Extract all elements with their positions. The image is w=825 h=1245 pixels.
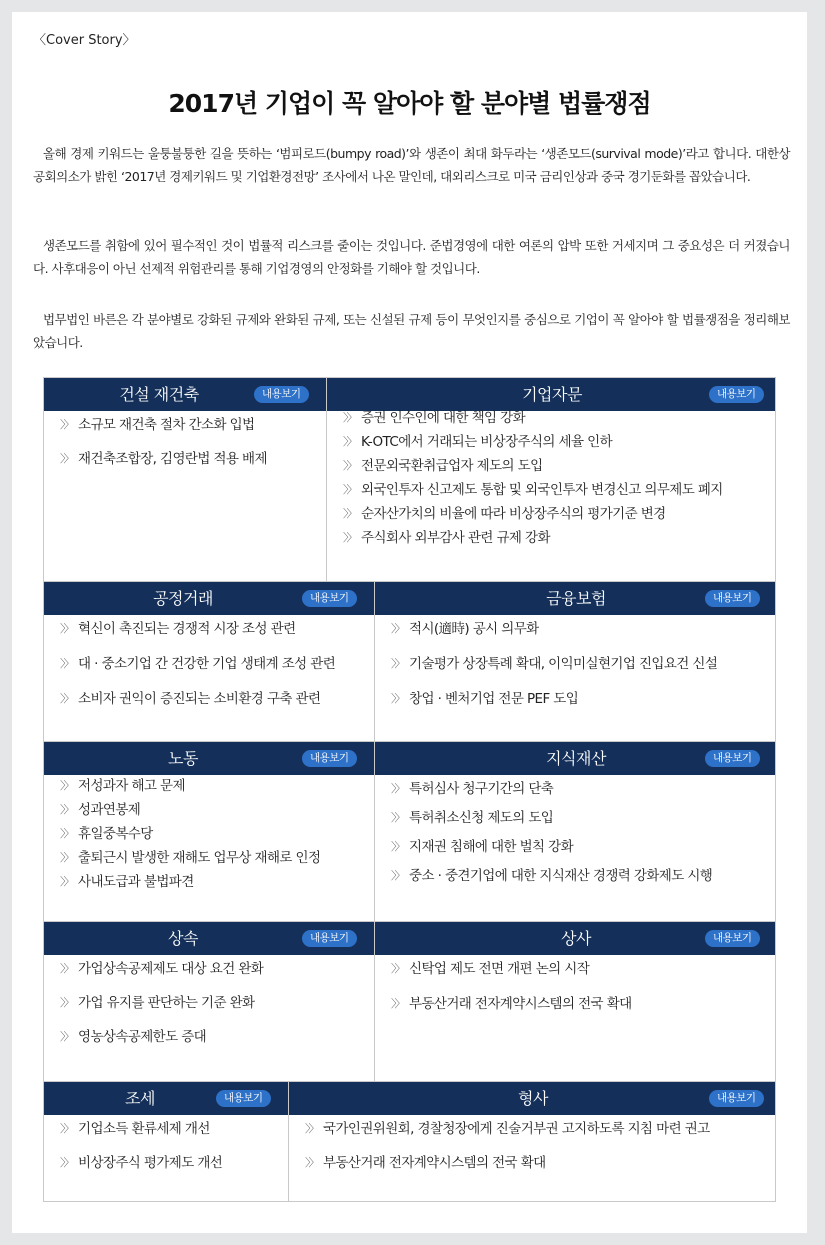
list-item bbox=[60, 415, 267, 449]
section-title: 상속 bbox=[168, 929, 198, 948]
double-chevron-icon: 〉〉 bbox=[60, 452, 73, 465]
double-chevron-icon: 〉〉 bbox=[391, 692, 404, 705]
section-item-list bbox=[305, 1119, 710, 1187]
double-chevron-icon: 〉〉 bbox=[60, 1030, 73, 1043]
double-chevron-icon: 〉〉 bbox=[391, 782, 404, 795]
list-item bbox=[391, 837, 712, 866]
list-item bbox=[343, 432, 723, 456]
list-item bbox=[391, 779, 712, 808]
view-more-button[interactable]: 내용보기 bbox=[302, 750, 357, 767]
double-chevron-icon: 〉〉 bbox=[60, 827, 73, 840]
section-card bbox=[43, 377, 327, 582]
list-item bbox=[60, 959, 263, 993]
section-item-list bbox=[60, 1119, 222, 1187]
section-card bbox=[43, 1081, 289, 1202]
list-item bbox=[391, 959, 632, 994]
section-header bbox=[327, 378, 775, 411]
section-item-list bbox=[391, 779, 712, 895]
section-row bbox=[43, 1081, 776, 1201]
view-more-button[interactable]: 내용보기 bbox=[709, 1090, 764, 1107]
list-item bbox=[391, 654, 717, 689]
list-item-text: K-OTC에서 거래되는 비상장주식의 세율 인하 bbox=[361, 434, 613, 450]
section-row bbox=[43, 581, 776, 741]
list-item-text: 가업 유지를 판단하는 기준 완화 bbox=[78, 995, 255, 1011]
view-more-button[interactable]: 내용보기 bbox=[302, 590, 357, 607]
section-item-list bbox=[391, 959, 632, 1029]
section-row bbox=[43, 921, 776, 1081]
list-item-text: 성과연봉제 bbox=[78, 802, 141, 818]
list-item bbox=[60, 824, 320, 848]
list-item-text: 소비자 권익이 증진되는 소비환경 구축 관련 bbox=[78, 691, 321, 707]
list-item bbox=[60, 689, 335, 724]
list-item-text: 지재권 침해에 대한 벌칙 강화 bbox=[409, 839, 574, 855]
section-header bbox=[44, 742, 374, 775]
list-item-text: 순자산가치의 비율에 따라 비상장주식의 평가기준 변경 bbox=[361, 506, 666, 522]
list-item bbox=[343, 408, 723, 432]
section-title: 조세 bbox=[125, 1089, 155, 1108]
list-item-text: 기업소득 환류세제 개선 bbox=[78, 1121, 210, 1137]
double-chevron-icon: 〉〉 bbox=[391, 657, 404, 670]
list-item bbox=[305, 1153, 710, 1187]
list-item bbox=[60, 654, 335, 689]
view-more-button[interactable]: 내용보기 bbox=[254, 386, 309, 403]
page-title: 2017년 기업이 꼭 알아야 할 분야별 법률쟁점 bbox=[168, 89, 651, 118]
list-item-text: 부동산거래 전자계약시스템의 전국 확대 bbox=[409, 996, 632, 1012]
double-chevron-icon: 〉〉 bbox=[391, 869, 404, 882]
section-header bbox=[44, 1082, 288, 1115]
list-item-text: 소규모 재건축 절차 간소화 입법 bbox=[78, 417, 255, 433]
intro-paragraph-3: 법무법인 바른은 각 분야별로 강화된 규제와 완화된 규제, 또는 신설된 규제 등이 무엇인지를 중심으로 기업이 꼭 알아야 할 법률쟁점을 정리해보았습니다. bbox=[33, 312, 790, 350]
list-item bbox=[60, 848, 320, 872]
double-chevron-icon: 〉〉 bbox=[391, 840, 404, 853]
double-chevron-icon: 〉〉 bbox=[305, 1156, 318, 1169]
section-card bbox=[43, 581, 375, 742]
section-item-list bbox=[60, 776, 320, 896]
list-item bbox=[60, 872, 320, 896]
section-title: 건설 재건축 bbox=[119, 385, 199, 404]
section-header bbox=[44, 378, 326, 411]
list-item-text: 비상장주식 평가제도 개선 bbox=[78, 1155, 223, 1171]
section-title: 금융보험 bbox=[546, 589, 606, 608]
list-item bbox=[60, 1153, 222, 1187]
view-more-button[interactable]: 내용보기 bbox=[705, 590, 760, 607]
list-item bbox=[391, 619, 717, 654]
list-item-text: 증권 인수인에 대한 책임 강화 bbox=[361, 410, 526, 426]
list-item-text: 전문외국환취급업자 제도의 도입 bbox=[361, 458, 543, 474]
section-item-list bbox=[60, 619, 335, 724]
list-item bbox=[60, 800, 320, 824]
double-chevron-icon: 〉〉 bbox=[343, 435, 356, 448]
list-item-text: 혁신이 촉진되는 경쟁적 시장 조성 관련 bbox=[78, 621, 296, 637]
list-item-text: 특허취소신청 제도의 도입 bbox=[409, 810, 554, 826]
double-chevron-icon: 〉〉 bbox=[60, 622, 73, 635]
list-item bbox=[343, 528, 723, 552]
list-item-text: 주식회사 외부감사 관련 규제 강화 bbox=[361, 530, 550, 546]
section-title: 공정거래 bbox=[153, 589, 213, 608]
section-card bbox=[374, 921, 776, 1082]
double-chevron-icon: 〉〉 bbox=[391, 811, 404, 824]
list-item-text: 가업상속공제제도 대상 요건 완화 bbox=[78, 961, 264, 977]
intro-paragraph-2: 생존모드를 취함에 있어 필수적인 것이 법률적 리스크를 줄이는 것입니다. 준법경영에 대한 여론의 압박 또한 거세지며 그 중요성은 더 커졌습니다. 사후대응이 아닌 선제적 위험관리를 통해 기업경영의 안정화를 기해야 할 것입니다. bbox=[33, 238, 790, 276]
list-item bbox=[60, 776, 320, 800]
section-title: 지식재산 bbox=[546, 749, 606, 768]
list-item bbox=[305, 1119, 710, 1153]
double-chevron-icon: 〉〉 bbox=[391, 997, 404, 1010]
section-card bbox=[43, 741, 375, 922]
list-item-text: 재건축조합장, 김영란법 적용 배제 bbox=[78, 451, 267, 467]
list-item bbox=[343, 480, 723, 504]
section-item-list bbox=[60, 415, 267, 483]
section-card bbox=[326, 377, 776, 582]
intro-paragraph-1: 올해 경제 키워드는 울퉁불퉁한 길을 뜻하는 ‘범피로드(bumpy road)’와 생존이 최대 화두라는 ‘생존모드(survival mode)’라고 합니다. 대한상공회의소가 밝힌 ‘2017년 경제키워드 및 기업환경전망’ 조사에서 나온 말인데, 대외리스크로 미국 금리인상과 중국 경기둔화를 꼽았습니다. bbox=[33, 146, 790, 184]
double-chevron-icon: 〉〉 bbox=[391, 622, 404, 635]
section-item-list bbox=[343, 408, 723, 552]
page bbox=[12, 12, 807, 1233]
section-item-list bbox=[391, 619, 717, 724]
section-card bbox=[288, 1081, 776, 1202]
double-chevron-icon: 〉〉 bbox=[60, 418, 73, 431]
list-item-text: 신탁업 제도 전면 개편 논의 시작 bbox=[409, 961, 590, 977]
section-header bbox=[375, 742, 775, 775]
list-item-text: 영농상속공제한도 증대 bbox=[78, 1029, 207, 1045]
list-item-text: 중소 · 중견기업에 대한 지식재산 경쟁력 강화제도 시행 bbox=[409, 868, 713, 884]
list-item-text: 외국인투자 신고제도 통합 및 외국인투자 변경신고 의무제도 폐지 bbox=[361, 482, 723, 498]
section-title: 노동 bbox=[168, 749, 198, 768]
section-row bbox=[43, 741, 776, 921]
double-chevron-icon: 〉〉 bbox=[60, 851, 73, 864]
list-item-text: 휴일중복수당 bbox=[78, 826, 153, 842]
section-header bbox=[375, 922, 775, 955]
view-more-button[interactable]: 내용보기 bbox=[302, 930, 357, 947]
double-chevron-icon: 〉〉 bbox=[60, 779, 73, 792]
section-header bbox=[44, 582, 374, 615]
double-chevron-icon: 〉〉 bbox=[60, 657, 73, 670]
list-item bbox=[391, 689, 717, 724]
double-chevron-icon: 〉〉 bbox=[305, 1122, 318, 1135]
section-card bbox=[374, 581, 776, 742]
section-header bbox=[289, 1082, 775, 1115]
list-item bbox=[343, 456, 723, 480]
double-chevron-icon: 〉〉 bbox=[60, 996, 73, 1009]
double-chevron-icon: 〉〉 bbox=[343, 531, 356, 544]
list-item-text: 저성과자 해고 문제 bbox=[78, 778, 185, 794]
list-item-text: 국가인권위원회, 경찰청장에게 진술거부권 고지하도록 지침 마련 권고 bbox=[323, 1121, 710, 1137]
list-item-text: 사내도급과 불법파견 bbox=[78, 874, 194, 890]
section-header bbox=[44, 922, 374, 955]
cover-story-label: 〈Cover Story〉 bbox=[33, 33, 136, 48]
list-item bbox=[391, 994, 632, 1029]
double-chevron-icon: 〉〉 bbox=[343, 507, 356, 520]
list-item bbox=[60, 1119, 222, 1153]
list-item-text: 적시(適時) 공시 의무화 bbox=[409, 621, 539, 637]
list-item-text: 특허심사 청구기간의 단축 bbox=[409, 781, 554, 797]
list-item bbox=[60, 619, 335, 654]
view-more-button[interactable]: 내용보기 bbox=[705, 930, 760, 947]
list-item-text: 대 · 중소기업 간 건강한 기업 생태계 조성 관련 bbox=[78, 656, 336, 672]
section-item-list bbox=[60, 959, 263, 1061]
list-item-text: 출퇴근시 발생한 재해도 업무상 재해로 인정 bbox=[78, 850, 321, 866]
list-item bbox=[343, 504, 723, 528]
list-item-text: 부동산거래 전자계약시스템의 전국 확대 bbox=[323, 1155, 546, 1171]
double-chevron-icon: 〉〉 bbox=[60, 1156, 73, 1169]
list-item bbox=[60, 1027, 263, 1061]
view-more-button[interactable]: 내용보기 bbox=[216, 1090, 271, 1107]
list-item bbox=[60, 993, 263, 1027]
double-chevron-icon: 〉〉 bbox=[343, 411, 356, 424]
list-item bbox=[391, 866, 712, 895]
section-title: 형사 bbox=[518, 1089, 548, 1108]
double-chevron-icon: 〉〉 bbox=[391, 962, 404, 975]
section-row bbox=[43, 377, 776, 581]
double-chevron-icon: 〉〉 bbox=[60, 803, 73, 816]
double-chevron-icon: 〉〉 bbox=[343, 483, 356, 496]
double-chevron-icon: 〉〉 bbox=[60, 692, 73, 705]
list-item-text: 창업 · 벤처기업 전문 PEF 도입 bbox=[409, 691, 579, 707]
section-title: 기업자문 bbox=[522, 385, 582, 404]
list-item bbox=[391, 808, 712, 837]
view-more-button[interactable]: 내용보기 bbox=[709, 386, 764, 403]
view-more-button[interactable]: 내용보기 bbox=[705, 750, 760, 767]
double-chevron-icon: 〉〉 bbox=[60, 875, 73, 888]
list-item bbox=[60, 449, 267, 483]
section-card bbox=[374, 741, 776, 922]
double-chevron-icon: 〉〉 bbox=[343, 459, 356, 472]
double-chevron-icon: 〉〉 bbox=[60, 962, 73, 975]
section-title: 상사 bbox=[561, 929, 591, 948]
section-card bbox=[43, 921, 375, 1082]
double-chevron-icon: 〉〉 bbox=[60, 1122, 73, 1135]
list-item-text: 기술평가 상장특례 확대, 이익미실현기업 진입요건 신설 bbox=[409, 656, 718, 672]
section-header bbox=[375, 582, 775, 615]
